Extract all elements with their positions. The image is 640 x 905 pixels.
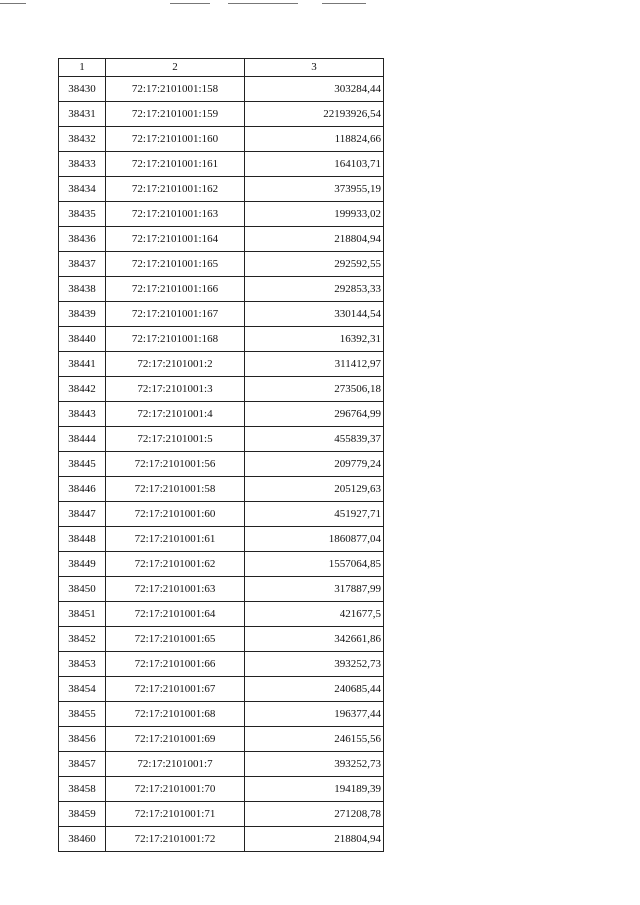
cadastral-number-cell: 72:17:2101001:72 — [106, 827, 245, 852]
value-cell: 292853,33 — [245, 277, 384, 302]
row-number-cell: 38453 — [59, 652, 106, 677]
table-row — [59, 777, 384, 802]
row-number-cell: 38456 — [59, 727, 106, 752]
row-number-cell: 38449 — [59, 552, 106, 577]
cadastral-number-cell: 72:17:2101001:69 — [106, 727, 245, 752]
value-cell: 292592,55 — [245, 252, 384, 277]
top-rule — [322, 3, 366, 4]
table-row — [59, 402, 384, 427]
row-number-cell: 38430 — [59, 77, 106, 102]
value-cell: 196377,44 — [245, 702, 384, 727]
value-cell: 393252,73 — [245, 752, 384, 777]
cadastral-number-cell: 72:17:2101001:158 — [106, 77, 245, 102]
cadastral-number-cell: 72:17:2101001:64 — [106, 602, 245, 627]
cadastral-number-cell: 72:17:2101001:7 — [106, 752, 245, 777]
cadastral-number-cell: 72:17:2101001:165 — [106, 252, 245, 277]
table-row — [59, 502, 384, 527]
value-cell: 218804,94 — [245, 227, 384, 252]
row-number-cell: 38433 — [59, 152, 106, 177]
value-cell: 118824,66 — [245, 127, 384, 152]
row-number-cell: 38459 — [59, 802, 106, 827]
value-cell: 373955,19 — [245, 177, 384, 202]
table-row — [59, 577, 384, 602]
cadastral-number-cell: 72:17:2101001:60 — [106, 502, 245, 527]
value-cell: 342661,86 — [245, 627, 384, 652]
table-row — [59, 552, 384, 577]
cadastral-number-cell: 72:17:2101001:164 — [106, 227, 245, 252]
top-rule — [170, 3, 210, 4]
table-header-row — [59, 59, 384, 77]
row-number-cell: 38445 — [59, 452, 106, 477]
row-number-cell: 38439 — [59, 302, 106, 327]
cadastral-number-cell: 72:17:2101001:167 — [106, 302, 245, 327]
table-row — [59, 202, 384, 227]
table-row — [59, 627, 384, 652]
value-cell: 164103,71 — [245, 152, 384, 177]
value-cell: 240685,44 — [245, 677, 384, 702]
data-table — [58, 58, 384, 852]
cadastral-number-cell: 72:17:2101001:56 — [106, 452, 245, 477]
value-cell: 209779,24 — [245, 452, 384, 477]
table-row — [59, 127, 384, 152]
row-number-cell: 38436 — [59, 227, 106, 252]
table-row — [59, 752, 384, 777]
cadastral-number-cell: 72:17:2101001:161 — [106, 152, 245, 177]
value-cell: 246155,56 — [245, 727, 384, 752]
table-row — [59, 77, 384, 102]
row-number-cell: 38457 — [59, 752, 106, 777]
row-number-cell: 38450 — [59, 577, 106, 602]
table-row — [59, 152, 384, 177]
table-row — [59, 177, 384, 202]
row-number-cell: 38432 — [59, 127, 106, 152]
table-row — [59, 727, 384, 752]
value-cell: 455839,37 — [245, 427, 384, 452]
header-cell: 3 — [245, 59, 384, 77]
cadastral-number-cell: 72:17:2101001:68 — [106, 702, 245, 727]
value-cell: 205129,63 — [245, 477, 384, 502]
cadastral-number-cell: 72:17:2101001:163 — [106, 202, 245, 227]
row-number-cell: 38446 — [59, 477, 106, 502]
table-row — [59, 802, 384, 827]
value-cell: 1557064,85 — [245, 552, 384, 577]
value-cell: 273506,18 — [245, 377, 384, 402]
row-number-cell: 38438 — [59, 277, 106, 302]
cadastral-number-cell: 72:17:2101001:62 — [106, 552, 245, 577]
row-number-cell: 38447 — [59, 502, 106, 527]
table-row — [59, 102, 384, 127]
value-cell: 303284,44 — [245, 77, 384, 102]
row-number-cell: 38455 — [59, 702, 106, 727]
value-cell: 451927,71 — [245, 502, 384, 527]
table-row — [59, 452, 384, 477]
cadastral-number-cell: 72:17:2101001:70 — [106, 777, 245, 802]
row-number-cell: 38451 — [59, 602, 106, 627]
table-row — [59, 702, 384, 727]
cadastral-number-cell: 72:17:2101001:66 — [106, 652, 245, 677]
row-number-cell: 38434 — [59, 177, 106, 202]
cadastral-number-cell: 72:17:2101001:67 — [106, 677, 245, 702]
row-number-cell: 38442 — [59, 377, 106, 402]
value-cell: 194189,39 — [245, 777, 384, 802]
cadastral-number-cell: 72:17:2101001:162 — [106, 177, 245, 202]
table-row — [59, 602, 384, 627]
cadastral-number-cell: 72:17:2101001:3 — [106, 377, 245, 402]
row-number-cell: 38440 — [59, 327, 106, 352]
value-cell: 393252,73 — [245, 652, 384, 677]
row-number-cell: 38435 — [59, 202, 106, 227]
row-number-cell: 38441 — [59, 352, 106, 377]
cadastral-number-cell: 72:17:2101001:58 — [106, 477, 245, 502]
value-cell: 22193926,54 — [245, 102, 384, 127]
table-row — [59, 252, 384, 277]
table-body — [59, 59, 384, 852]
cadastral-number-cell: 72:17:2101001:4 — [106, 402, 245, 427]
cadastral-number-cell: 72:17:2101001:5 — [106, 427, 245, 452]
cadastral-number-cell: 72:17:2101001:2 — [106, 352, 245, 377]
value-cell: 218804,94 — [245, 827, 384, 852]
value-cell: 16392,31 — [245, 327, 384, 352]
header-cell: 2 — [106, 59, 245, 77]
cadastral-number-cell: 72:17:2101001:159 — [106, 102, 245, 127]
table-row — [59, 377, 384, 402]
value-cell: 271208,78 — [245, 802, 384, 827]
cadastral-number-cell: 72:17:2101001:168 — [106, 327, 245, 352]
table-row — [59, 302, 384, 327]
row-number-cell: 38431 — [59, 102, 106, 127]
row-number-cell: 38458 — [59, 777, 106, 802]
cadastral-number-cell: 72:17:2101001:160 — [106, 127, 245, 152]
table-row — [59, 677, 384, 702]
row-number-cell: 38448 — [59, 527, 106, 552]
table-row — [59, 527, 384, 552]
row-number-cell: 38443 — [59, 402, 106, 427]
table-row — [59, 827, 384, 852]
top-rule — [228, 3, 298, 4]
value-cell: 330144,54 — [245, 302, 384, 327]
value-cell: 199933,02 — [245, 202, 384, 227]
cadastral-number-cell: 72:17:2101001:61 — [106, 527, 245, 552]
value-cell: 317887,99 — [245, 577, 384, 602]
header-cell: 1 — [59, 59, 106, 77]
row-number-cell: 38437 — [59, 252, 106, 277]
value-cell: 1860877,04 — [245, 527, 384, 552]
table-row — [59, 352, 384, 377]
table-row — [59, 652, 384, 677]
value-cell: 296764,99 — [245, 402, 384, 427]
cadastral-number-cell: 72:17:2101001:65 — [106, 627, 245, 652]
row-number-cell: 38460 — [59, 827, 106, 852]
top-rule — [0, 3, 26, 4]
row-number-cell: 38454 — [59, 677, 106, 702]
cadastral-number-cell: 72:17:2101001:71 — [106, 802, 245, 827]
row-number-cell: 38452 — [59, 627, 106, 652]
cadastral-number-cell: 72:17:2101001:166 — [106, 277, 245, 302]
value-cell: 421677,5 — [245, 602, 384, 627]
row-number-cell: 38444 — [59, 427, 106, 452]
table-row — [59, 227, 384, 252]
table-row — [59, 277, 384, 302]
table-row — [59, 477, 384, 502]
table-row — [59, 327, 384, 352]
table-row — [59, 427, 384, 452]
value-cell: 311412,97 — [245, 352, 384, 377]
cadastral-number-cell: 72:17:2101001:63 — [106, 577, 245, 602]
